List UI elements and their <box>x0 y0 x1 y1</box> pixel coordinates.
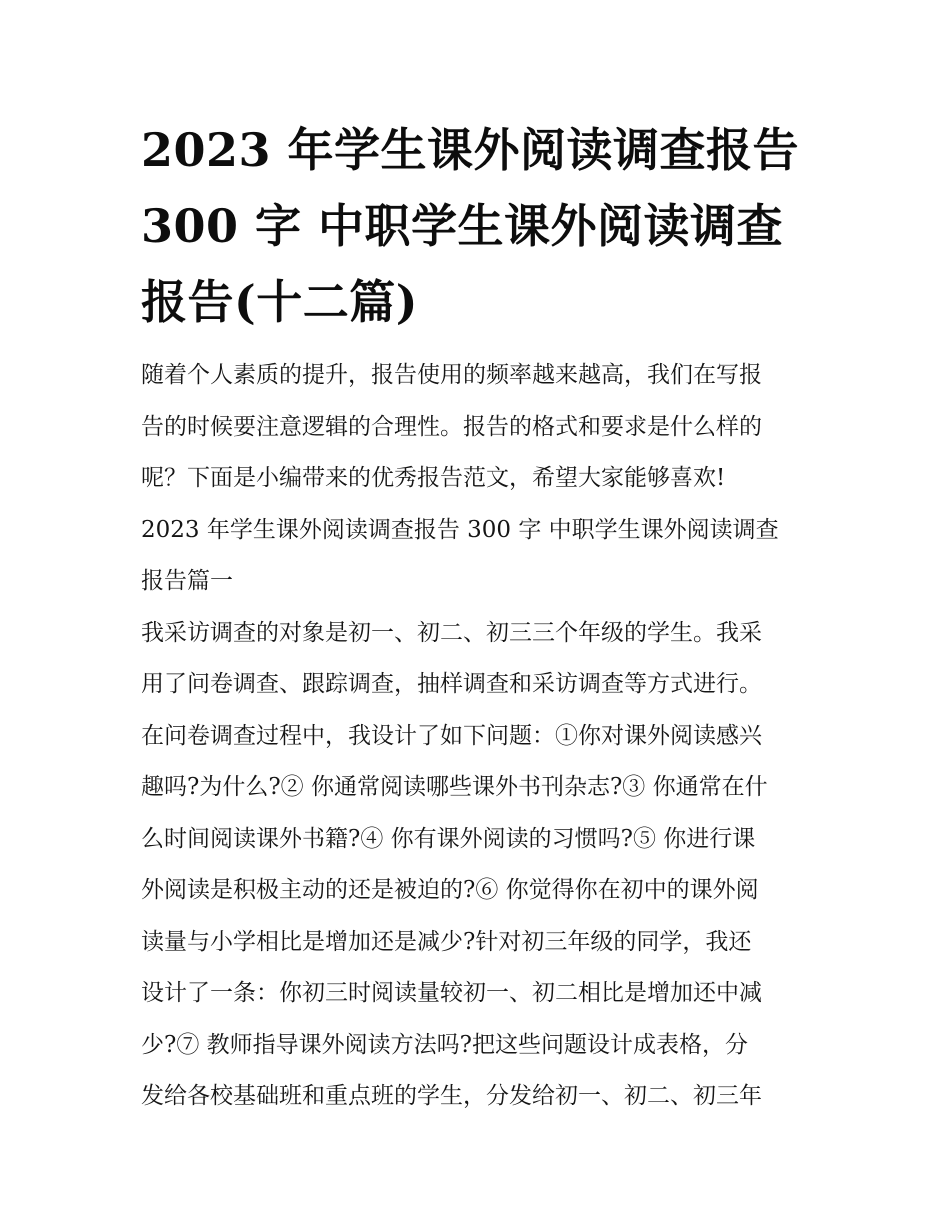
body-paragraph-line: 发给各校基础班和重点班的学生，分发给初一、初二、初三年 <box>141 1083 762 1109</box>
body-paragraph-line: 读量与小学相比是增加还是减少?针对初三年级的同学，我还 <box>141 928 752 955</box>
document-body <box>141 350 813 1123</box>
intro-paragraph-line: 随着个人素质的提升，报告使用的频率越来越高，我们在写报 <box>141 362 762 388</box>
body-paragraph-line: 么时间阅读课外书籍?④ 你有课外阅读的习惯吗?⑤ 你进行课 <box>141 825 756 852</box>
section-heading-line: 2023 年学生课外阅读调查报告 300 字 中职学生课外阅读调查 <box>141 516 779 543</box>
body-paragraph-line: 外阅读是积极主动的还是被迫的?⑥ 你觉得你在初中的课外阅 <box>141 877 759 903</box>
body-paragraph-line: 设计了一条：你初三时阅读量较初一、初二相比是增加还中减 <box>141 980 762 1006</box>
title-line: 报告(十二篇) <box>141 275 419 329</box>
intro-paragraph-line: 告的时候要注意逻辑的合理性。报告的格式和要求是什么样的 <box>141 413 762 440</box>
intro-paragraph-line: 呢？下面是小编带来的优秀报告范文，希望大家能够喜欢! <box>141 465 726 491</box>
body-paragraph-line: 趣吗?为什么?② 你通常阅读哪些课外书刊杂志?③ 你通常在什 <box>141 774 768 800</box>
title-line: 300 字 中职学生课外阅读调查 <box>141 199 784 253</box>
section-heading-line: 报告篇一 <box>141 568 233 594</box>
title-line: 2023 年学生课外阅读调查报告 <box>141 123 800 177</box>
document-title <box>141 112 813 340</box>
body-paragraph-line: 用了问卷调查、跟踪调查，抽样调查和采访调查等方式进行。 <box>141 671 762 697</box>
body-paragraph-line: 我采访调查的对象是初一、初二、初三三个年级的学生。我采 <box>141 619 762 646</box>
document-content <box>141 112 813 1123</box>
body-paragraph-line: 在问卷调查过程中，我设计了如下问题：①你对课外阅读感兴 <box>141 722 762 749</box>
body-paragraph-line: 少?⑦ 教师指导课外阅读方法吗?把这些问题设计成表格，分 <box>141 1031 748 1058</box>
